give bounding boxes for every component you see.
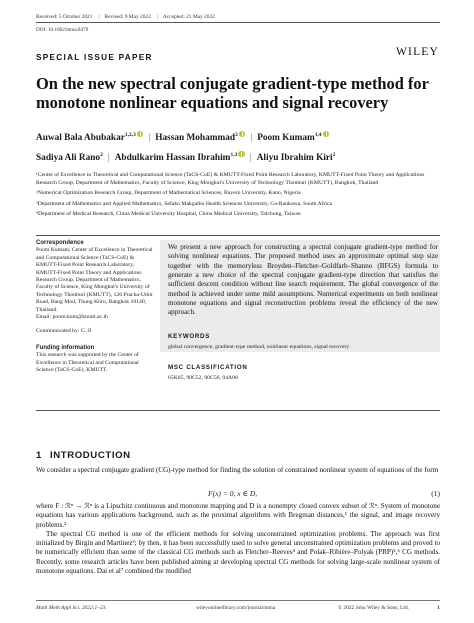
divider: |	[98, 13, 100, 20]
intro-paragraph: We consider a spectral conjugate gradient (CG)-type method for finding the solution of constrained nonlinear system of equations of the form	[36, 466, 439, 474]
doi[interactable]: DOI: 10.1002/mma.8479	[36, 27, 89, 33]
paper-title: On the new spectral conjugate gradient-type method for monotone nonlinear equations and signal recovery	[36, 74, 429, 112]
affiliation: ²Numerical Optimization Research Group, Department of Mathematical Sciences, Bayero University, Kano, Nigeria	[36, 190, 301, 197]
copyright: © 2022 John Wiley & Sons, Ltd.	[338, 605, 409, 611]
correspondence-email[interactable]: Email: poom.kum@kmutt.ac.th	[36, 314, 108, 321]
divider: |	[156, 13, 158, 20]
keywords-text: global convergence, gradient-type method, nonlinear equations, signal recovery	[168, 344, 350, 350]
orcid-icon[interactable]	[238, 151, 245, 158]
author[interactable]: Aliyu Ibrahim Kiri$^2$	[256, 152, 336, 164]
article-history-bar	[36, 11, 440, 23]
article-type: SPECIAL ISSUE PAPER	[36, 53, 153, 62]
divider	[36, 235, 440, 236]
paragraph: The spectral CG method is one of the efficient methods for solving unconstrained optimization problems. The approach was first initialized by Birgin and Martínez³; by then, it has been successfully used to solve general unconstrained optimization problems and proved to be numerically efficient than some of the classical CG methods such as Fletcher–Reeves⁴ and Polak–Ribière–Polyak (PRP)⁵,⁶ CG methods. Recently, some research articles have been published aiming at developing spectral CG methods for solving large-scale nonlinear system of monotone equations. Dai et al⁷ combined the modified	[36, 529, 440, 576]
section-heading	[36, 450, 131, 461]
orcid-icon[interactable]	[323, 131, 330, 138]
author[interactable]: Auwal Bala Abubakar$^{1,2,3}$	[36, 133, 143, 143]
msc-heading: MSC CLASSIFICATION	[168, 364, 248, 371]
equation-number: (1)	[431, 489, 440, 498]
body-text	[36, 502, 440, 576]
publisher-logo: WILEY	[396, 46, 440, 58]
divider: |	[249, 153, 252, 164]
paragraph: where F : ℛⁿ → ℛⁿ is a Lipschitz continuous and monotone mapping and D is a nonempty closed convex subset of ℛⁿ. System of monotone equations has various applications background, such as the proximal algorithms with Bregman distances,¹ the signal, and image recovery problems.²	[36, 502, 440, 529]
communicated-by: Communicated by: C. Ji	[36, 328, 92, 335]
author[interactable]: Abdulkarim Hassan Ibrahim$^{1,3}$	[115, 153, 245, 163]
keywords-heading: KEYWORDS	[168, 333, 211, 340]
correspondence-text: Poom Kumam, Center of Excellence in Theoretical and Computational Science (TaCS-CoE) & KMUTT-Fixed Point Research Laboratory, KMUTT-Fixed Point Theory and Applications Research Group, Department of Mathematics, Faculty of Science, King Mongkut's University of Technology Thonburi (KMUTT), 126 Pracha-Uthit Road, Bang Mod, Thung Khru, Bangkok 10140, Thailand.	[36, 247, 153, 313]
affiliation: ³Department of Mathematics and Applied Mathematics, Sefako Makgatho Health Sciences University, Ga-Rankuwa, South Africa	[36, 200, 333, 207]
revised-date: Revised: 9 May 2022	[104, 13, 151, 20]
page-footer	[36, 600, 440, 611]
divider: |	[148, 133, 151, 144]
section-number: 1	[36, 450, 42, 461]
author[interactable]: Sadiya Ali Rano$^2$	[36, 152, 103, 164]
divider: |	[250, 133, 253, 144]
author-list	[36, 127, 446, 167]
accepted-date: Accepted: 21 May 2022	[162, 13, 215, 20]
affiliations	[36, 172, 446, 222]
author[interactable]: Hassan Mohammad$^2$	[155, 133, 245, 143]
funding-text: This research was supported by the Center of Excellence in Theoretical and Computational Science (TaCS-CoE), KMUTT.	[36, 352, 139, 374]
affiliation: ¹Center of Excellence in Theoretical and Computational Science (TaCS-CoE) & KMUTT-Fixed Point Research Laboratory, KMUTT-Fixed Point Theory and Applications Research Group, Department of Mathematics, Faculty of Science, King Mongkut's University of Technology Thonburi (KMUTT), Bangkok, Thailand	[36, 172, 425, 186]
divider	[36, 410, 440, 411]
msc-text: 65K05, 90C52, 90C56, 94A08	[168, 375, 238, 381]
abstract-text: We present a new approach for constructing a spectral conjugate gradient-type method for solving nonlinear equations. The proposed method uses an approximate optimal step size together with the memoryless Broyden–Fletcher–Goldfarb–Shanno (BFGS) formula to generate a new choice of the spectral conjugate gradient-type direction that satisfies the sufficient descent condition without line search requirement. The global convergence of the method is achieved under some mild assumptions. Numerical experiments on both nonlinear monotone equations and signal reconstruction problems reveal the efficiency of the new approach.	[168, 243, 438, 317]
funding-heading: Funding information	[36, 344, 95, 351]
correspondence-sidebar	[36, 240, 154, 375]
correspondence-heading: Correspondence	[36, 240, 84, 246]
section-title: INTRODUCTION	[49, 450, 131, 461]
received-date: Received: 5 October 2021	[36, 13, 93, 20]
journal-url[interactable]: wileyonlinelibrary.com/journal/mma	[196, 605, 276, 611]
page-number: 1	[437, 605, 440, 611]
equation-body: F(x) = 0, x ∈ D,	[208, 489, 258, 498]
affiliation: ⁴Department of Medical Research, China Medical University Hospital, China Medical University, Taichung, Taiwan	[36, 211, 301, 218]
journal-citation: Math Meth Appl Sci. 2022;1–23.	[36, 605, 107, 611]
author[interactable]: Poom Kumam$^{1,4}$	[257, 133, 329, 143]
divider: |	[107, 153, 110, 164]
